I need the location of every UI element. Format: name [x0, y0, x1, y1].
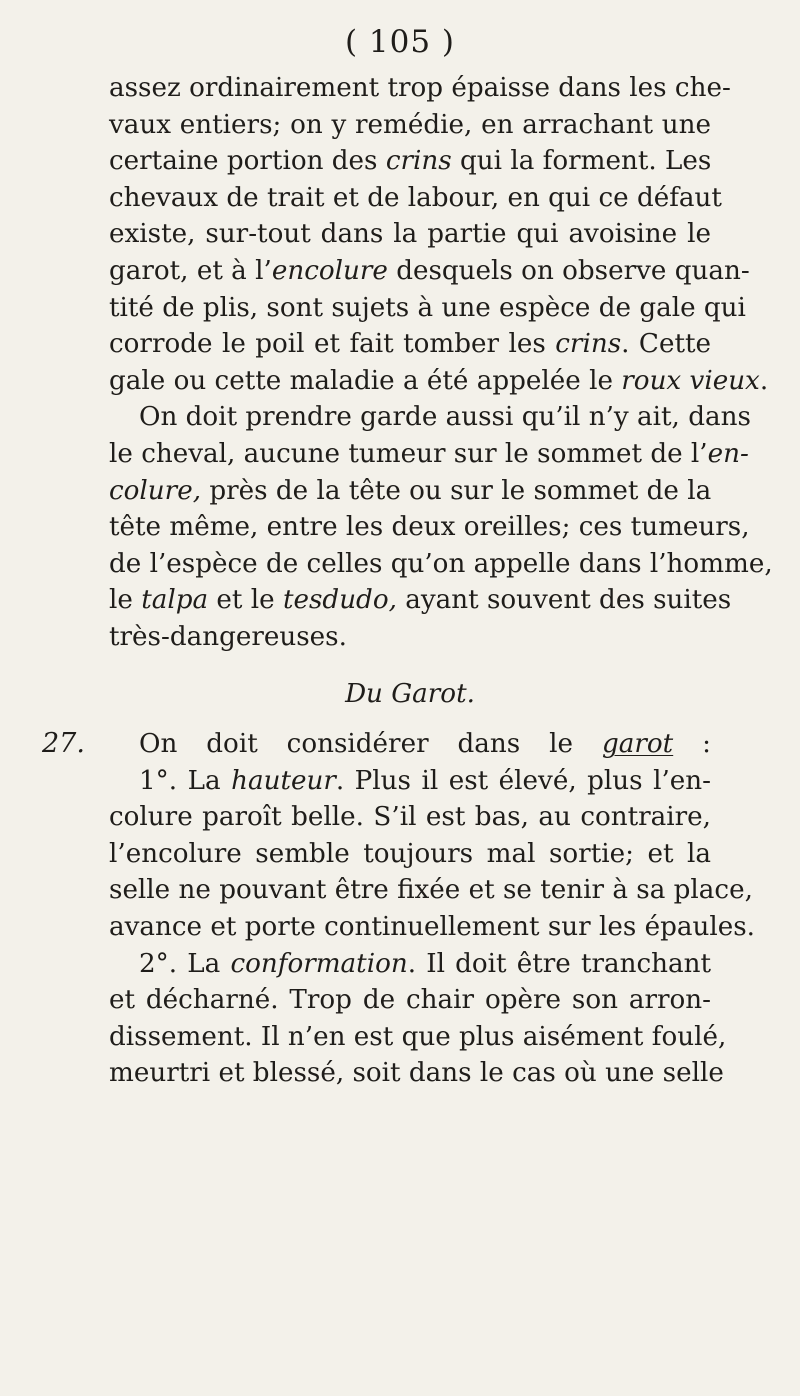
text-segment: chevaux de trait et de labour, en qui ce défaut: [109, 182, 722, 213]
text-segment: corrode le poil et fait tomber les: [109, 329, 556, 360]
italic-term: talpa: [141, 585, 209, 616]
text-segment: . Il doit être tranchant: [407, 948, 711, 979]
text-segment: et décharné. Trop de chair opère son arron-: [109, 985, 711, 1016]
text-line: [109, 909, 755, 946]
text-segment: gale ou cette maladie a été appelée le: [109, 365, 622, 396]
text-segment: vaux entiers; on y remédie, en arrachant une: [109, 109, 711, 140]
text-segment: 2°. La: [139, 948, 231, 979]
text-line: [109, 799, 711, 836]
paragraph-block-2: [109, 726, 755, 1092]
text-line: [109, 546, 773, 583]
italic-term: hauteur: [231, 765, 336, 796]
text-segment: . Plus il est élevé, plus l’en-: [335, 765, 712, 796]
text-line: [109, 946, 711, 983]
text-segment: colure paroît belle. S’il est bas, au contraire,: [109, 802, 711, 833]
text-line: [109, 143, 711, 180]
text-segment: .: [759, 365, 769, 396]
text-line: [109, 399, 751, 436]
text-segment: :: [673, 729, 711, 760]
italic-term: conformation: [230, 948, 408, 979]
page-number-header: ( 105 ): [344, 24, 456, 60]
text-segment: tité de plis, sont sujets à une espèce de gale qui: [109, 292, 746, 323]
text-line: [109, 763, 711, 800]
text-segment: le: [109, 585, 142, 616]
text-segment: près de la tête ou sur le sommet de la: [201, 475, 712, 506]
section-heading-text: Du Garot.: [345, 678, 475, 709]
text-segment: selle ne pouvant être fixée et se tenir à sa place,: [109, 875, 753, 906]
text-line: [109, 619, 711, 656]
text-segment: On doit considérer dans le: [139, 729, 603, 760]
text-segment: assez ordinairement trop épaisse dans les che-: [109, 73, 731, 103]
text-segment: meurtri et blessé, soit dans le cas où une selle: [109, 1058, 724, 1089]
italic-term: colure,: [109, 475, 202, 506]
text-segment: avance et porte continuellement sur les épaules.: [109, 912, 755, 943]
text-line: [109, 473, 711, 510]
text-line: [109, 1055, 724, 1092]
text-segment: certaine portion des: [109, 146, 386, 177]
text-segment: garot, et à l’: [109, 255, 272, 286]
italic-term: roux vieux: [621, 365, 760, 396]
text-line: [109, 290, 746, 327]
section-heading: [109, 676, 711, 713]
text-line: [109, 1019, 727, 1056]
text-line: [109, 582, 732, 619]
text-line: [109, 836, 711, 873]
italic-term: crins: [555, 329, 622, 360]
text-line: [109, 982, 711, 1019]
italic-term: crins: [385, 146, 452, 177]
text-line: [109, 509, 750, 546]
text-line: [109, 872, 753, 909]
text-line: [109, 180, 722, 217]
text-segment: 1°. La: [139, 765, 232, 796]
text-line: [109, 216, 711, 253]
margin-paragraph-number: 27.: [42, 728, 85, 760]
italic-term: encolure: [271, 255, 388, 286]
text-segment: qui la forment. Les: [451, 146, 712, 177]
paragraph-block-1: [109, 70, 773, 656]
italic-term: garot: [602, 729, 674, 760]
text-segment: tête même, entre les deux oreilles; ces tumeurs,: [109, 512, 750, 543]
italic-term: tesdudo,: [282, 585, 397, 616]
text-segment: . Cette: [621, 329, 711, 360]
text-segment: très-dangereuses.: [109, 621, 347, 652]
text-segment: dissement. Il n’en est que plus aisément foulé,: [109, 1021, 727, 1052]
text-segment: existe, sur-tout dans la partie qui avoisine le: [109, 219, 711, 250]
text-line: [109, 726, 711, 763]
text-segment: On doit prendre garde aussi qu’il n’y ait, dans: [139, 402, 751, 433]
text-segment: de l’espèce de celles qu’on appelle dans l’homme,: [109, 548, 773, 579]
italic-term: en-: [707, 438, 749, 469]
text-segment: et le: [208, 585, 283, 616]
text-segment: l’encolure semble toujours mal sortie; et la: [109, 838, 711, 869]
body-text: [109, 70, 773, 1092]
text-segment: desquels on observe quan-: [387, 255, 750, 286]
text-line: [109, 436, 749, 473]
text-line: [109, 70, 731, 107]
text-line: [109, 107, 711, 144]
text-segment: le cheval, aucune tumeur sur le sommet de l’: [109, 438, 708, 469]
text-line: [109, 253, 750, 290]
text-line: [109, 363, 769, 400]
text-line: [109, 326, 711, 363]
text-segment: ayant souvent des suites: [396, 585, 732, 616]
